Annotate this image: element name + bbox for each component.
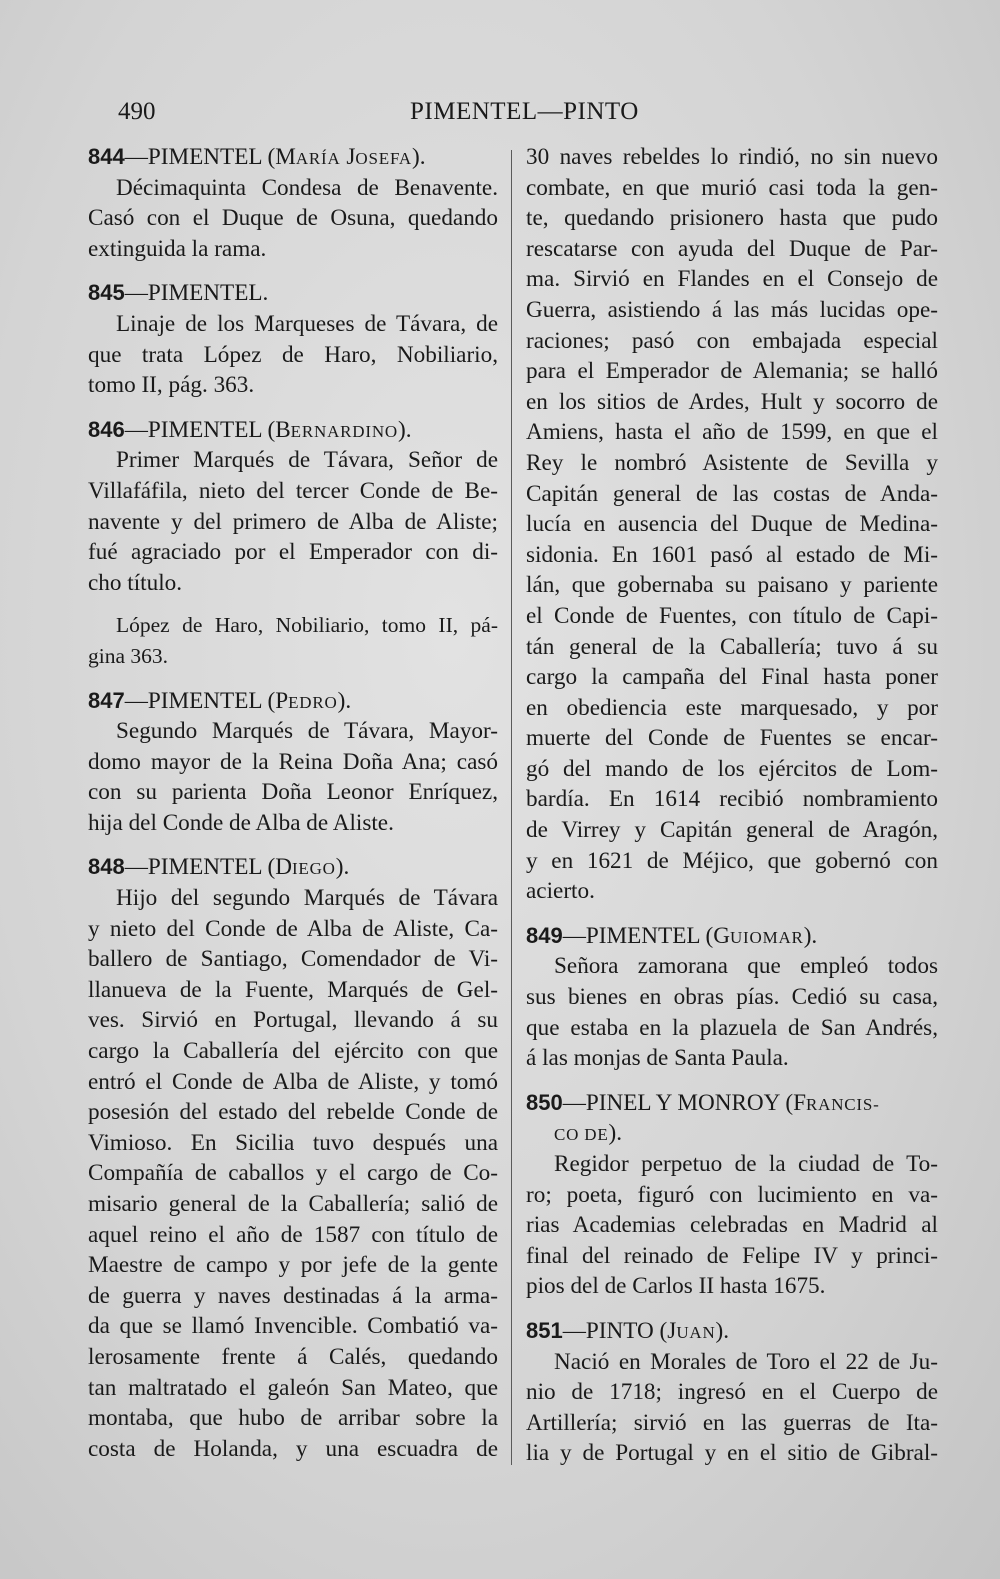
text-line: Amiens, hasta el año de 1599, en que el	[526, 419, 938, 446]
text-line: Capitán general de las costas de Anda-	[526, 480, 938, 507]
text-line: combate, en que murió casi toda la gen-	[526, 174, 938, 201]
text-line: aquel reino el año de 1587 con título de	[88, 1221, 498, 1248]
text-line: sus bienes en obras pías. Cedió su casa,	[526, 984, 938, 1011]
text-line: Linaje de los Marqueses de Távara, de	[116, 310, 498, 337]
entry-845	[88, 278, 498, 400]
text-line: final del reinado de Felipe IV y princi-	[526, 1242, 938, 1269]
entry-heading: 847—PIMENTEL (PEDRO).	[88, 687, 352, 714]
text-line: acierto.	[526, 878, 595, 905]
text-line: tan maltratado el galeón San Mateo, que	[88, 1374, 498, 1401]
text-line: Regidor perpetuo de la ciudad de To-	[554, 1151, 938, 1177]
text-line: entró el Conde de Alba de Aliste, y tomó	[88, 1068, 498, 1095]
text-line: Primer Marqués de Távara, Señor de	[116, 447, 498, 474]
text-line: á las monjas de Santa Paula.	[526, 1045, 789, 1072]
text-line: posesión del estado del rebelde Conde de	[88, 1099, 498, 1126]
text-line: gó del mando de los ejércitos de Lom-	[526, 755, 938, 782]
entry-847	[88, 686, 498, 839]
page-number: 490	[118, 98, 156, 125]
text-line: domo mayor de la Reina Doña Ana; casó	[88, 748, 498, 775]
text-line: tán general de la Caballería; tuvo á su	[526, 633, 938, 660]
text-line: bardía. En 1614 recibió nombramiento	[526, 786, 938, 813]
text-line: muerte del Conde de Fuentes se encar-	[526, 725, 938, 752]
text-line: costa de Holanda, y una escuadra de	[88, 1435, 498, 1462]
reference-note: López de Haro, Nobiliario, tomo II, pá-	[116, 613, 498, 638]
entry-heading: 851—PINTO (JUAN).	[526, 1317, 730, 1344]
entry-846	[88, 415, 498, 672]
entry-851	[526, 1316, 938, 1469]
entry-heading: 850—PINEL Y MONROY (FRANCIS-	[526, 1089, 880, 1116]
text-line: ballero de Santiago, Comendador de Vi-	[88, 946, 498, 973]
text-line: navente y del primero de Alba de Aliste;	[88, 508, 498, 535]
text-line: de guerra y naves destinadas á la arma-	[88, 1282, 498, 1309]
text-line: ro; poeta, figuró con lucimiento en va-	[526, 1181, 938, 1208]
text-line: Villafáfila, nieto del tercer Conde de Be-	[88, 477, 498, 504]
text-line: Nació en Morales de Toro el 22 de Ju-	[554, 1348, 938, 1375]
text-line: que estaba en la plazuela de San Andrés,	[526, 1014, 938, 1041]
text-line: montaba, que hubo de arribar sobre la	[88, 1405, 498, 1432]
text-line: cho título.	[88, 569, 183, 596]
text-line: Señora zamorana que empleó todos	[554, 953, 938, 980]
entry-heading: 849—PIMENTEL (GUIOMAR).	[526, 922, 818, 949]
text-line: sidonia. En 1601 pasó al estado de Mi-	[526, 541, 938, 568]
reference-note: gina 363.	[88, 643, 169, 668]
text-line: Maestre de campo y por jefe de la gente	[88, 1252, 498, 1279]
text-line: Décimaquinta Condesa de Benavente.	[116, 174, 498, 201]
text-line: cargo la Caballería del ejército con que	[88, 1038, 498, 1065]
text-line: fué agraciado por el Emperador con di-	[88, 539, 498, 566]
text-line: Segundo Marqués de Távara, Mayor-	[116, 718, 498, 745]
text-line: Vimioso. En Sicilia tuvo después una	[88, 1129, 498, 1156]
text-line: rescatarse con ayuda del Duque de Par-	[526, 235, 938, 262]
text-line: nio de 1718; ingresó en el Cuerpo de	[526, 1379, 938, 1406]
text-line: en obediencia este marquesado, y por	[526, 694, 938, 721]
text-line: cargo la campaña del Final hasta poner	[526, 664, 938, 691]
entry-849	[526, 921, 938, 1074]
text-line: ves. Sirvió en Portugal, llevando á su	[88, 1007, 498, 1034]
entry-848-continued	[526, 142, 938, 907]
text-line: lucía en ausencia del Duque de Medina-	[526, 511, 938, 538]
text-line: para el Emperador de Alemania; se halló	[526, 358, 938, 385]
text-line: misario general de la Caballería; salió de	[88, 1191, 498, 1217]
text-line: de Virrey y Capitán general de Aragón,	[526, 817, 938, 844]
text-line: lerosamente frente á Calés, quedando	[88, 1343, 498, 1370]
text-line: y nieto del Conde de Alba de Aliste, Ca-	[88, 915, 498, 942]
text-line: que trata López de Haro, Nobiliario,	[88, 341, 498, 368]
entry-heading: 845—PIMENTEL.	[88, 280, 269, 307]
entry-heading: 848—PIMENTEL (DIEGO).	[88, 854, 350, 881]
entry-heading: 844—PIMENTEL (MARÍA JOSEFA).	[88, 144, 426, 170]
entry-848	[88, 852, 498, 1464]
text-line: lia y de Portugal y en el sitio de Gibral-	[526, 1440, 938, 1467]
text-line: llanueva de la Fuente, Marqués de Gel-	[88, 976, 498, 1003]
text-line: y en 1621 de Méjico, que gobernó con	[526, 847, 938, 874]
text-line: Hijo del segundo Marqués de Távara	[116, 885, 498, 912]
text-line: Artillería; sirvió en las guerras de Ita-	[526, 1409, 938, 1436]
text-line: da que se llamó Invencible. Combatió va-	[88, 1313, 498, 1340]
text-line: raciones; pasó con embajada especial	[526, 327, 938, 354]
text-line: tomo II, pág. 363.	[88, 372, 255, 399]
left-column	[88, 142, 498, 1478]
entry-850	[526, 1088, 938, 1302]
text-line: con su parienta Doña Leonor Enríquez,	[88, 779, 498, 806]
text-line: 30 naves rebeldes lo rindió, no sin nuevo	[526, 144, 938, 170]
text-line: Rey le nombró Asistente de Sevilla y	[526, 449, 938, 476]
text-line: en los sitios de Ardes, Hult y socorro de	[526, 388, 938, 415]
entry-heading: 846—PIMENTEL (BERNARDINO).	[88, 416, 412, 443]
text-line: te, quedando prisionero hasta que pudo	[526, 205, 938, 232]
text-line: ma. Sirvió en Flandes en el Consejo de	[526, 266, 938, 293]
text-line: hija del Conde de Alba de Aliste.	[88, 809, 394, 836]
text-line: pios del de Carlos II hasta 1675.	[526, 1273, 826, 1300]
text-line: Guerra, asistiendo á las más lucidas ope-	[526, 296, 938, 323]
text-line: extinguida la rama.	[88, 235, 267, 262]
right-column	[526, 142, 938, 1483]
text-line: rias Academias celebradas en Madrid al	[526, 1212, 938, 1239]
text-line: Compañía de caballos y el cargo de Co-	[88, 1160, 498, 1187]
page-header	[118, 98, 940, 132]
entry-heading-continued: CO DE).	[554, 1120, 623, 1147]
text-line: el Conde de Fuentes, con título de Capi-	[526, 602, 938, 629]
entry-844	[88, 142, 498, 264]
text-line: Casó con el Duque de Osuna, quedando	[88, 205, 498, 232]
running-title: PIMENTEL—PINTO	[410, 98, 639, 125]
text-line: lán, que gobernaba su paisano y pariente	[526, 572, 938, 599]
column-divider	[511, 150, 512, 1465]
